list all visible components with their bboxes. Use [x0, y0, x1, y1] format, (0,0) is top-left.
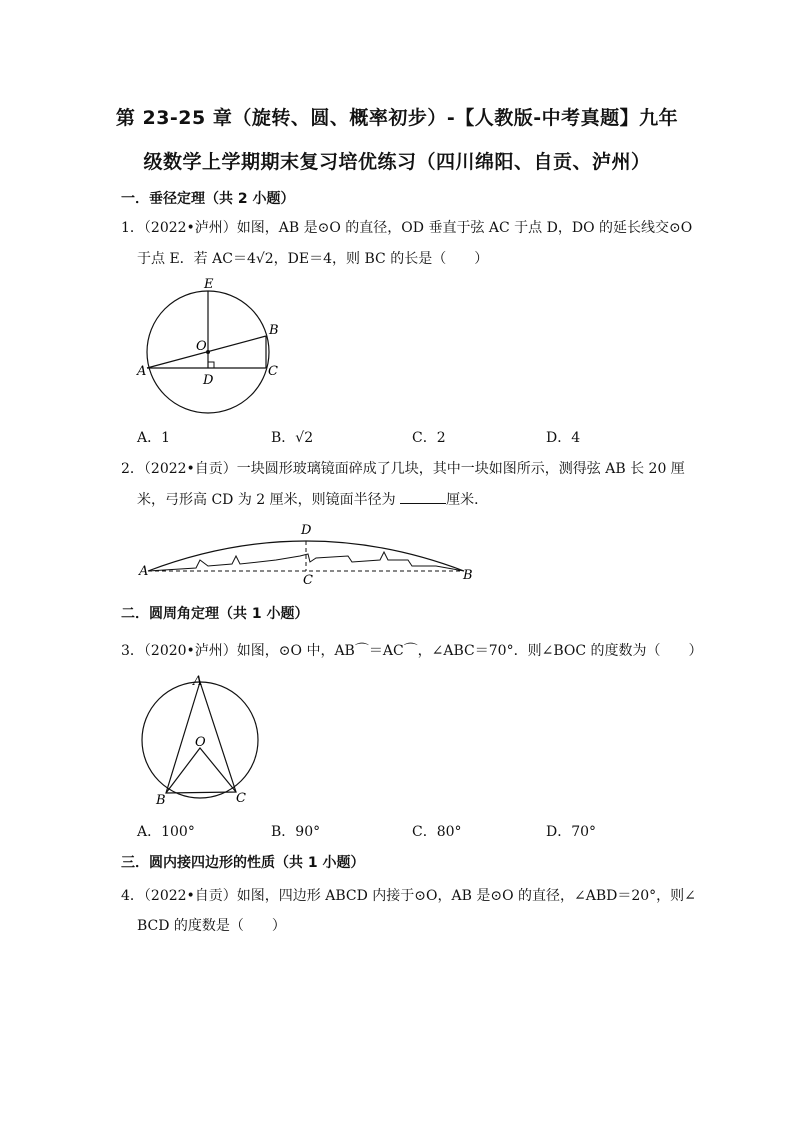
question-1-option-c: C．2	[412, 430, 446, 446]
q3-label-c: C	[236, 791, 246, 806]
question-2-text-after-blank: 厘米．	[446, 492, 489, 508]
q3-radii-ob-oc	[166, 748, 236, 793]
q1-label-e: E	[204, 277, 214, 292]
question-1-line-2: 于点 E．若 AC＝4√2，DE＝4，则 BC 的长是（ ）	[137, 251, 489, 267]
q3-label-o: O	[195, 735, 206, 750]
question-2-text-before-blank: 米，弓形高 CD 为 2 厘米，则镜面半径为	[137, 492, 401, 508]
q2-label-d: D	[301, 523, 312, 538]
question-1-option-b: B．√2	[271, 430, 314, 446]
question-2-figure	[136, 516, 481, 586]
q3-label-b: B	[156, 793, 166, 808]
section-heading-3: 三．圆内接四边形的性质（共 1 小题）	[121, 855, 365, 871]
page-title-line-1: 第 23-25 章（旋转、圆、概率初步）-【人教版-中考真题】九年	[115, 107, 679, 129]
q1-label-b: B	[269, 323, 279, 338]
question-1-option-d: D．4	[546, 430, 581, 446]
question-3-option-d: D．70°	[546, 824, 597, 840]
question-1-option-a: A．1	[137, 430, 171, 446]
question-3-option-b: B．90°	[271, 824, 321, 840]
q2-broken-edge	[148, 552, 464, 571]
question-4-line-2: BCD 的度数是（ ）	[137, 918, 286, 934]
q1-right-angle-mark	[208, 362, 214, 368]
question-3-line-1: 3．（2020•泸州）如图，⊙O 中，AB⌒＝AC⌒，∠ABC＝70°．则∠BOC 的度数为（ ）	[121, 643, 703, 659]
q2-label-a: A	[139, 564, 149, 579]
page-title-line-2: 级数学上学期期末复习培优练习（四川绵阳、自贡、泸州）	[143, 151, 651, 173]
question-3-figure	[130, 672, 270, 812]
question-1-line-1: 1．（2022•泸州）如图，AB 是⊙O 的直径，OD 垂直于弦 AC 于点 D，DO 的延长线交⊙O	[121, 220, 693, 236]
q1-label-o: O	[196, 339, 207, 354]
section-heading-1: 一．垂径定理（共 2 小题）	[121, 191, 295, 207]
question-1-figure	[130, 272, 290, 422]
q2-label-c: C	[303, 573, 313, 586]
q3-label-a: A	[193, 674, 203, 689]
question-3-option-a: A．100°	[137, 824, 195, 840]
answer-blank[interactable]	[400, 491, 446, 504]
section-heading-2: 二．圆周角定理（共 1 小题）	[121, 606, 309, 622]
question-4-line-1: 4．（2022•自贡）如图，四边形 ABCD 内接于⊙O，AB 是⊙O 的直径，∠ABD＝20°，则∠	[121, 888, 696, 904]
q1-label-c: C	[268, 364, 278, 379]
q1-label-d: D	[203, 373, 214, 388]
question-2-line-1: 2．（2022•自贡）一块圆形玻璃镜面碎成了几块，其中一块如图所示，测得弦 AB 长 20 厘	[121, 461, 685, 477]
question-2-line-2	[137, 489, 488, 509]
q1-label-a: A	[137, 364, 147, 379]
question-3-option-c: C．80°	[412, 824, 462, 840]
q2-label-b: B	[463, 568, 473, 583]
